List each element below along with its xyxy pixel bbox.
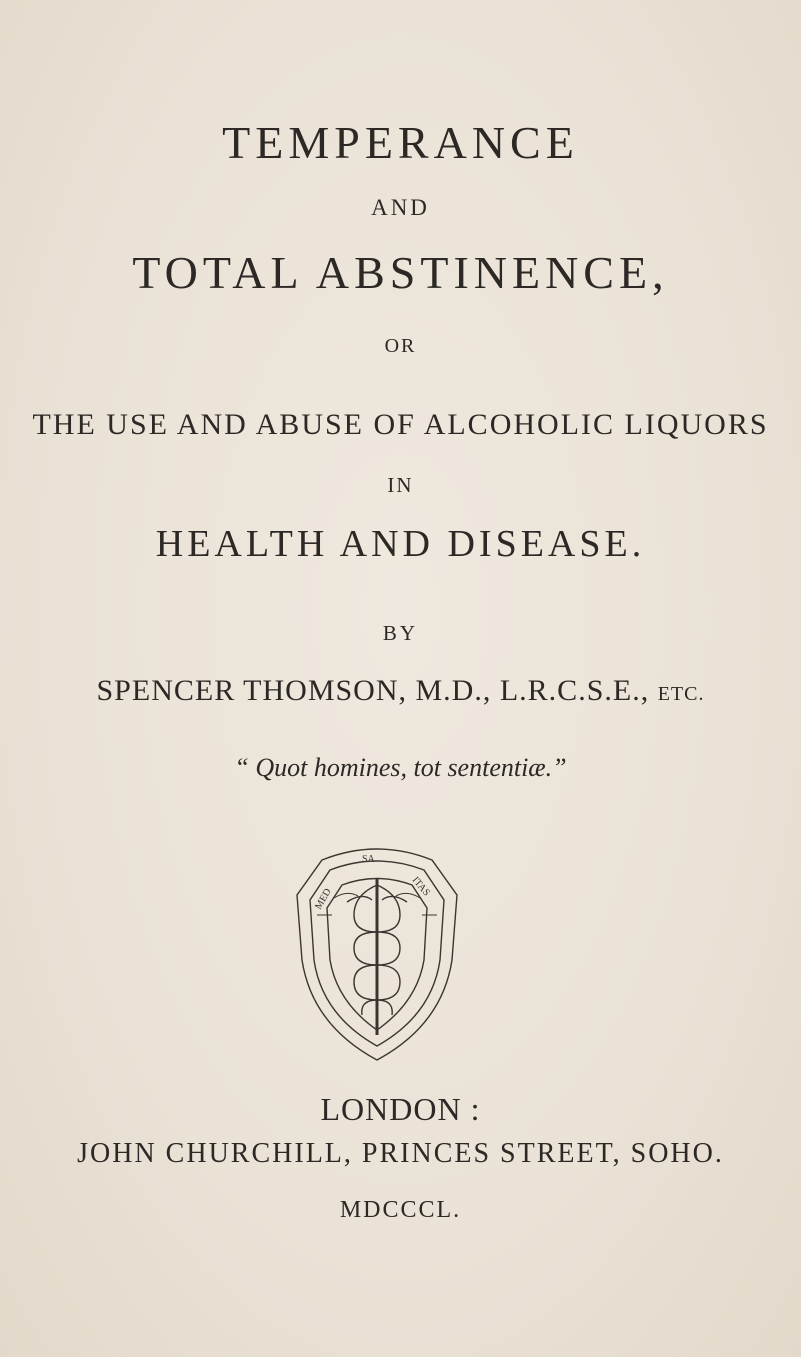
caduceus-shield-emblem-icon <box>292 840 462 1065</box>
author-suffix: ETC. <box>657 683 705 705</box>
motto: “ Quot homines, tot sententiæ.” <box>234 753 567 782</box>
title-line-total-abstinence: TOTAL ABSTINENCE, <box>132 247 669 298</box>
author-name: SPENCER THOMSON, M.D., L.R.C.S.E., <box>96 674 650 707</box>
title-connector-and: AND <box>371 195 430 220</box>
subtitle-health-and-disease: HEALTH AND DISEASE. <box>155 523 646 565</box>
svg-text:SA: SA <box>362 854 375 865</box>
author-line <box>0 676 801 706</box>
title-connector-or: OR <box>384 335 417 357</box>
subtitle-use-and-abuse: THE USE AND ABUSE OF ALCOHOLIC LIQUORS <box>32 408 769 441</box>
subtitle-connector-in: IN <box>387 473 414 497</box>
svg-text:ITAS: ITAS <box>409 874 432 899</box>
imprint-city: LONDON : <box>320 1091 481 1127</box>
author-by: BY <box>382 621 419 645</box>
svg-text:MED: MED <box>313 886 334 912</box>
imprint-year: MDCCCL. <box>339 1197 462 1223</box>
title-line-temperance: TEMPERANCE <box>222 117 579 168</box>
imprint-publisher: JOHN CHURCHILL, PRINCES STREET, SOHO. <box>77 1138 724 1169</box>
